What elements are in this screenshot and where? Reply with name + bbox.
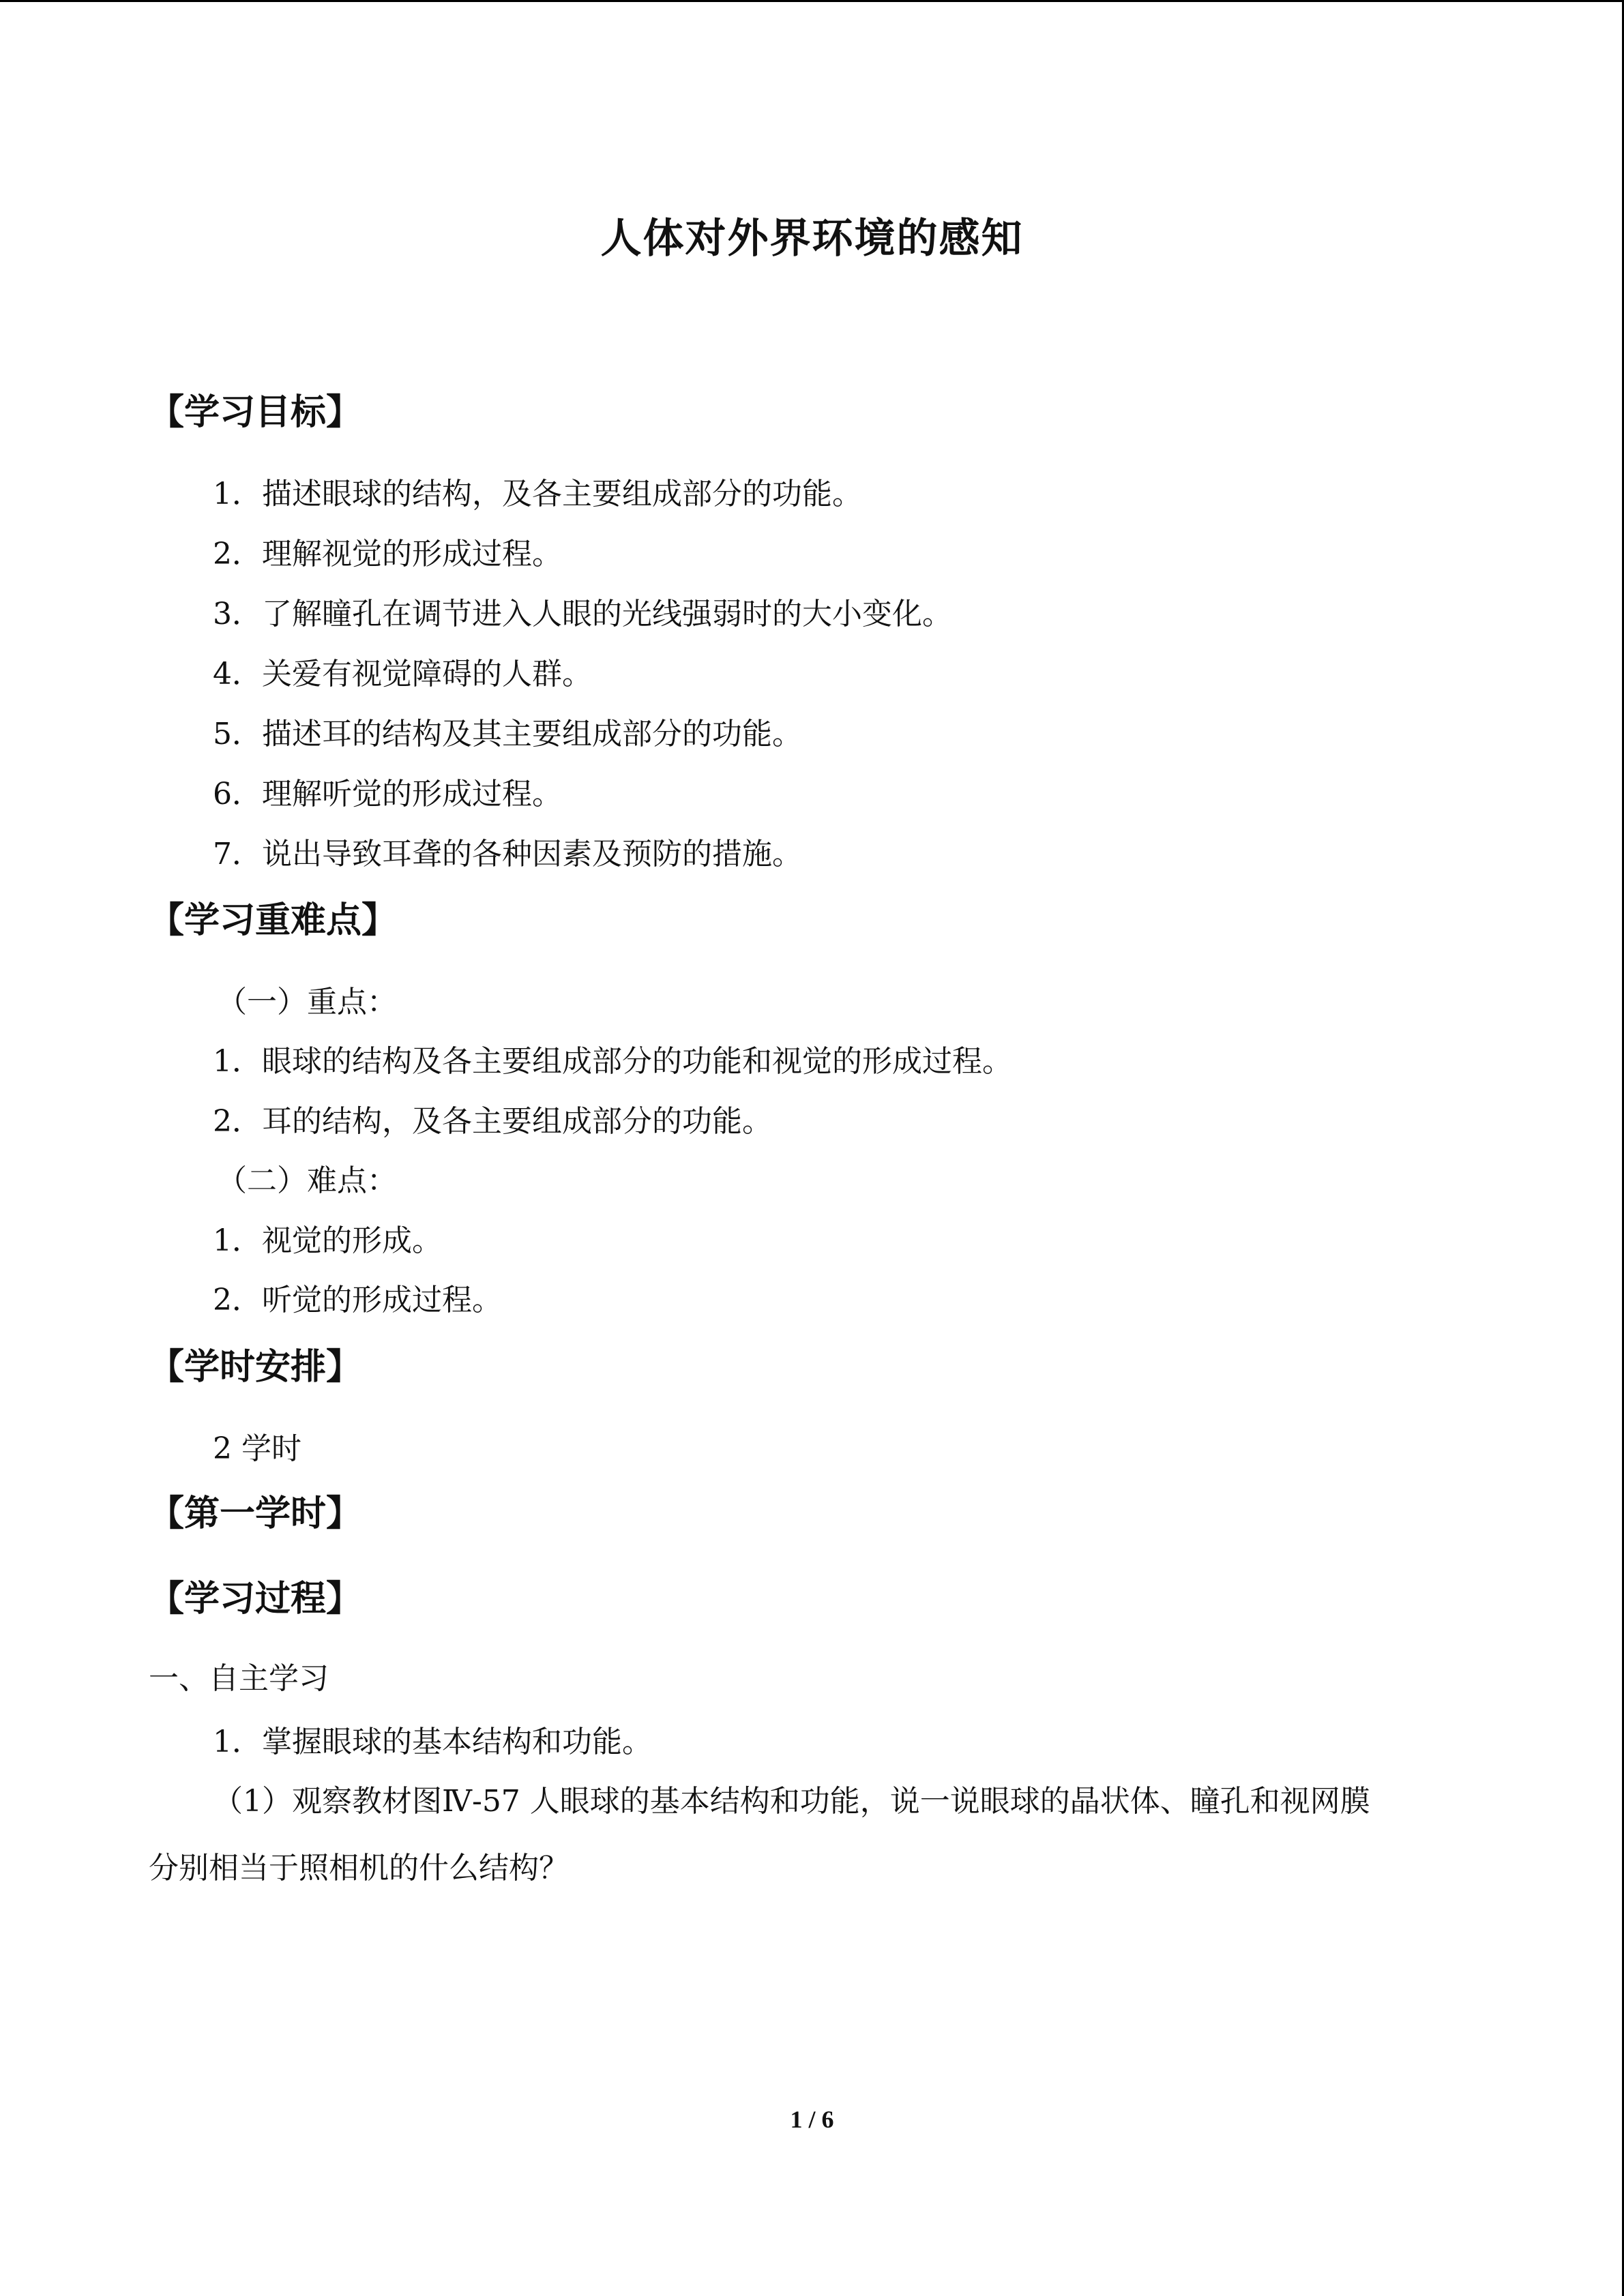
document-title: 人体对外界环境的感知 bbox=[600, 215, 1024, 263]
schedule-heading: 【学时安排】 bbox=[149, 1347, 362, 1388]
goal-item: 7．说出导致耳聋的各种因素及预防的措施。 bbox=[213, 837, 802, 871]
difficulty-item: 2．听觉的形成过程。 bbox=[213, 1283, 502, 1317]
question-line: 分别相当于照相机的什么结构？ bbox=[149, 1851, 569, 1885]
part-label: 一、自主学习 bbox=[149, 1661, 329, 1696]
goal-item: 1．描述眼球的结构，及各主要组成部分的功能。 bbox=[213, 477, 862, 511]
focus-label: （一）重点： bbox=[217, 985, 397, 1019]
focus-item: 2．耳的结构，及各主要组成部分的功能。 bbox=[213, 1104, 772, 1139]
difficulty-item: 1．视觉的形成。 bbox=[213, 1223, 442, 1258]
schedule-text: 2 学时 bbox=[213, 1431, 301, 1466]
goal-item: 2．理解视觉的形成过程。 bbox=[213, 537, 562, 571]
page-number: 1 / 6 bbox=[790, 2106, 834, 2133]
focus-item: 1．眼球的结构及各主要组成部分的功能和视觉的形成过程。 bbox=[213, 1044, 1012, 1079]
goal-item: 6．理解听觉的形成过程。 bbox=[213, 777, 562, 811]
goal-item: 3．了解瞳孔在调节进入人眼的光线强弱时的大小变化。 bbox=[213, 597, 952, 631]
question-line: （1）观察教材图Ⅳ-57 人眼球的基本结构和功能，说一说眼球的晶状体、瞳孔和视网膜 bbox=[213, 1784, 1370, 1819]
first-period-heading: 【第一学时】 bbox=[149, 1493, 362, 1534]
process-item: 1．掌握眼球的基本结构和功能。 bbox=[213, 1725, 652, 1759]
key-points-heading: 【学习重难点】 bbox=[149, 900, 398, 941]
process-heading: 【学习过程】 bbox=[149, 1579, 362, 1620]
goal-item: 5．描述耳的结构及其主要组成部分的功能。 bbox=[213, 717, 802, 751]
goals-heading: 【学习目标】 bbox=[149, 392, 362, 433]
difficulty-label: （二）难点： bbox=[217, 1163, 397, 1198]
goal-item: 4．关爱有视觉障碍的人群。 bbox=[213, 657, 592, 691]
